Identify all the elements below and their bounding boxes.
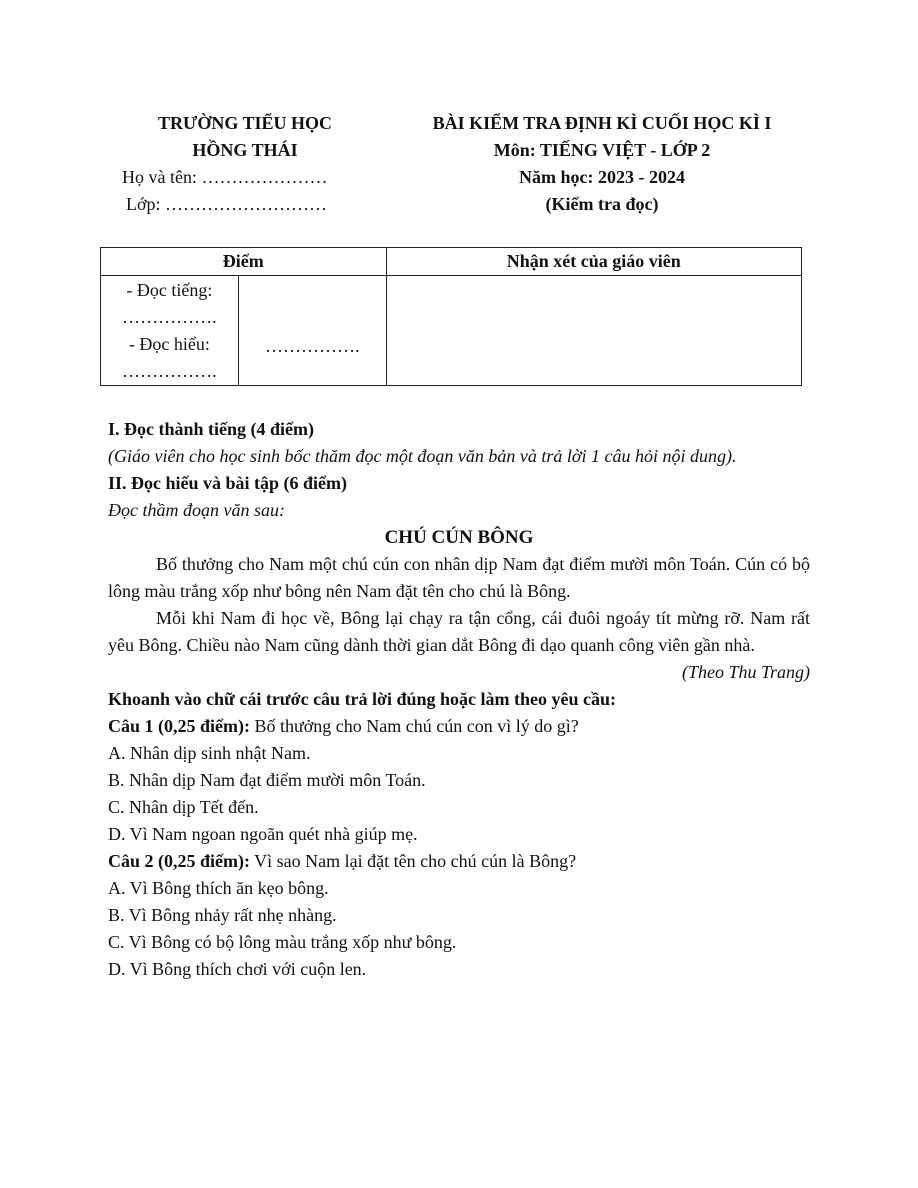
question-1-text: Bố thưởng cho Nam chú cún con vì lý do gì? bbox=[250, 716, 579, 736]
question-2 bbox=[108, 848, 810, 983]
exam-type: (Kiểm tra đọc) bbox=[545, 194, 659, 214]
exam-body bbox=[108, 416, 810, 983]
reading-aloud-dots: ……………. bbox=[122, 307, 217, 327]
school-name-line1: TRƯỜNG TIỂU HỌC bbox=[157, 113, 333, 133]
question-2-option-c[interactable]: C. Vì Bông có bộ lông màu trắng xốp như bông. bbox=[108, 932, 457, 952]
question-2-text: Vì sao Nam lại đặt tên cho chú cún là Bông? bbox=[250, 851, 577, 871]
score-header: Điểm bbox=[101, 248, 387, 276]
class-field: Lớp: ……………………… bbox=[126, 194, 328, 214]
story-title: CHÚ CÚN BÔNG bbox=[384, 527, 534, 548]
question-1-option-d[interactable]: D. Vì Nam ngoan ngoãn quét nhà giúp mẹ. bbox=[108, 824, 418, 844]
question-2-option-d[interactable]: D. Vì Bông thích chơi với cuộn len. bbox=[108, 959, 367, 979]
section1-title: I. Đọc thành tiếng (4 điểm) bbox=[108, 419, 314, 439]
score-table bbox=[100, 247, 802, 386]
question-1-prompt bbox=[108, 713, 810, 740]
task-instruction: Khoanh vào chữ cái trước câu trả lời đúng hoặc làm theo yêu cầu: bbox=[108, 689, 617, 709]
exam-title: BÀI KIỂM TRA ĐỊNH KÌ CUỐI HỌC KÌ I bbox=[432, 113, 772, 133]
reading-comp-dots: ……………. bbox=[122, 361, 217, 381]
section1-note: (Giáo viên cho học sinh bốc thăm đọc một đoạn văn bản và trả lời 1 câu hỏi nội dung). bbox=[108, 446, 737, 466]
question-1-label: Câu 1 (0,25 điểm): bbox=[108, 716, 250, 736]
section2-title: II. Đọc hiểu và bài tập (6 điểm) bbox=[108, 473, 348, 493]
story-source: (Theo Thu Trang) bbox=[681, 662, 810, 682]
school-info bbox=[100, 110, 390, 218]
student-name-field: Họ và tên: ………………… bbox=[122, 167, 328, 187]
question-1-option-c[interactable]: C. Nhân dịp Tết đến. bbox=[108, 797, 259, 817]
question-2-option-a[interactable]: A. Vì Bông thích ăn kẹo bông. bbox=[108, 878, 329, 898]
reading-instruction: Đọc thầm đoạn văn sau: bbox=[108, 500, 285, 520]
question-1-option-b[interactable]: B. Nhân dịp Nam đạt điểm mười môn Toán. bbox=[108, 770, 426, 790]
reading-aloud-label: - Đọc tiếng: bbox=[126, 280, 213, 300]
story-paragraph-1: Bố thưởng cho Nam một chú cún con nhân dịp Nam đạt điểm mười môn Toán. Cún có bộ lông màu trắng xốp như bông nên Nam đặt tên cho chú là Bông. bbox=[108, 554, 810, 601]
teacher-comment-cell bbox=[386, 276, 801, 386]
total-score-dots: ……………. bbox=[264, 336, 360, 356]
question-2-label: Câu 2 (0,25 điểm): bbox=[108, 851, 250, 871]
question-2-prompt bbox=[108, 848, 810, 875]
school-name-line2: HỒNG THÁI bbox=[192, 140, 298, 160]
story-paragraph-2: Mỗi khi Nam đi học về, Bông lại chạy ra tận cổng, cái đuôi ngoáy tít mừng rỡ. Nam rất yêu Bông. Chiều nào Nam cũng dành thời gian dắt Bông đi dạo quanh công viên gần nhà. bbox=[108, 608, 810, 655]
total-score-cell bbox=[238, 276, 386, 386]
comment-header: Nhận xét của giáo viên bbox=[386, 248, 801, 276]
question-1-option-a[interactable]: A. Nhân dịp sinh nhật Nam. bbox=[108, 743, 311, 763]
question-1 bbox=[108, 713, 810, 848]
school-year: Năm học: 2023 - 2024 bbox=[519, 167, 685, 187]
exam-info bbox=[392, 110, 812, 218]
reading-comp-label: - Đọc hiểu: bbox=[128, 334, 210, 354]
question-2-option-b[interactable]: B. Vì Bông nhảy rất nhẹ nhàng. bbox=[108, 905, 337, 925]
score-breakdown-cell bbox=[101, 276, 239, 386]
exam-subject: Môn: TIẾNG VIỆT - LỚP 2 bbox=[493, 140, 711, 160]
